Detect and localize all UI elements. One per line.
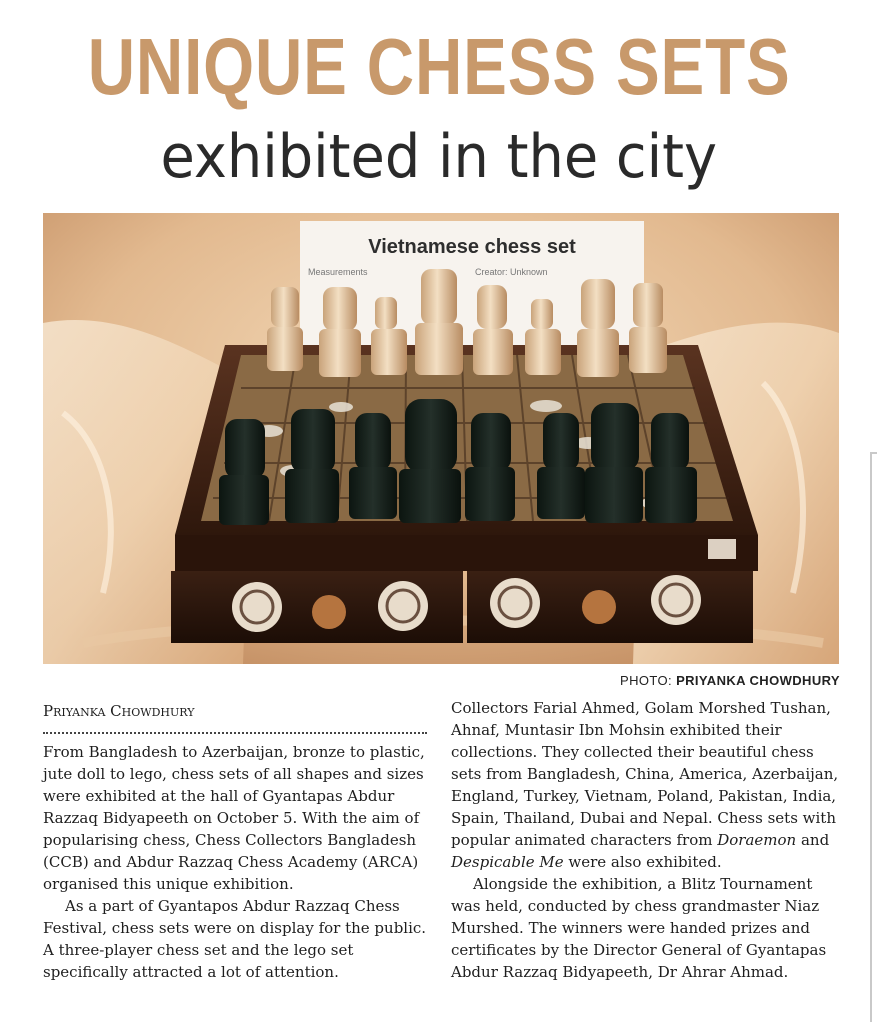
column-divider — [870, 452, 872, 1022]
byline-divider — [43, 732, 427, 734]
headline-main: UNIQUE CHESS SETS — [87, 22, 791, 111]
photo-credit-name: PRIYANKA CHOWDHURY — [676, 673, 840, 688]
article-paragraph: From Bangladesh to Azerbaijan, bronze to plastic, jute doll to lego, chess sets of all shapes and sizes were exhibited at the hall of Gyantapas Abdur Razzaq Bidyapeeth on October 5. With the aim of popularising chess, Chess Collectors Bangladesh (CCB) and Abdur Razzaq Chess Academy (ARCA) organised this unique exhibition. — [43, 743, 425, 893]
byline: Priyanka Chowdhury — [43, 702, 195, 720]
sign-title: Vietnamese chess set — [368, 236, 576, 258]
title-despicable-me: Despicable Me — [451, 853, 564, 871]
title-doraemon: Doraemon — [717, 831, 797, 849]
article-paragraph — [451, 697, 843, 873]
photo-credit-prefix: PHOTO: — [620, 673, 677, 688]
sign-label-measurements: Measurements — [308, 267, 368, 277]
paragraph-text: and — [796, 831, 830, 849]
column-divider-tick — [870, 452, 877, 454]
article-column-left — [43, 741, 431, 983]
article-paragraph: As a part of Gyantapos Abdur Razzaq Chess Festival, chess sets were on display for the public. A three-player chess set and the lego set specifically attracted a lot of attention. — [43, 897, 427, 981]
article-paragraph: Alongside the exhibition, a Blitz Tournament was held, conducted by chess grandmaster Niaz Murshed. The winners were handed prizes and certificates by the Director General of Gyantapas Abdur Razzaq Bidyapeeth, Dr Ahrar Ahmad. — [451, 875, 827, 981]
article-column-right — [451, 697, 843, 983]
sign-label-creator: Creator: Unknown — [475, 267, 548, 277]
headline-sub: exhibited in the city — [160, 122, 718, 192]
paragraph-text: were also exhibited. — [563, 853, 722, 871]
chess-set-photo — [43, 213, 839, 664]
photo-credit — [620, 673, 840, 688]
paragraph-text: Collectors Farial Ahmed, Golam Morshed Tushan, Ahnaf, Muntasir Ibn Mohsin exhibited their collections. They collected their beautiful chess sets from Bangladesh, China, America, Azerbaijan, England, Turkey, Vietnam, Poland, Pakistan, India, Spain, Thailand, Dubai and Nepal. Chess sets with popular animated characters from — [451, 699, 839, 849]
